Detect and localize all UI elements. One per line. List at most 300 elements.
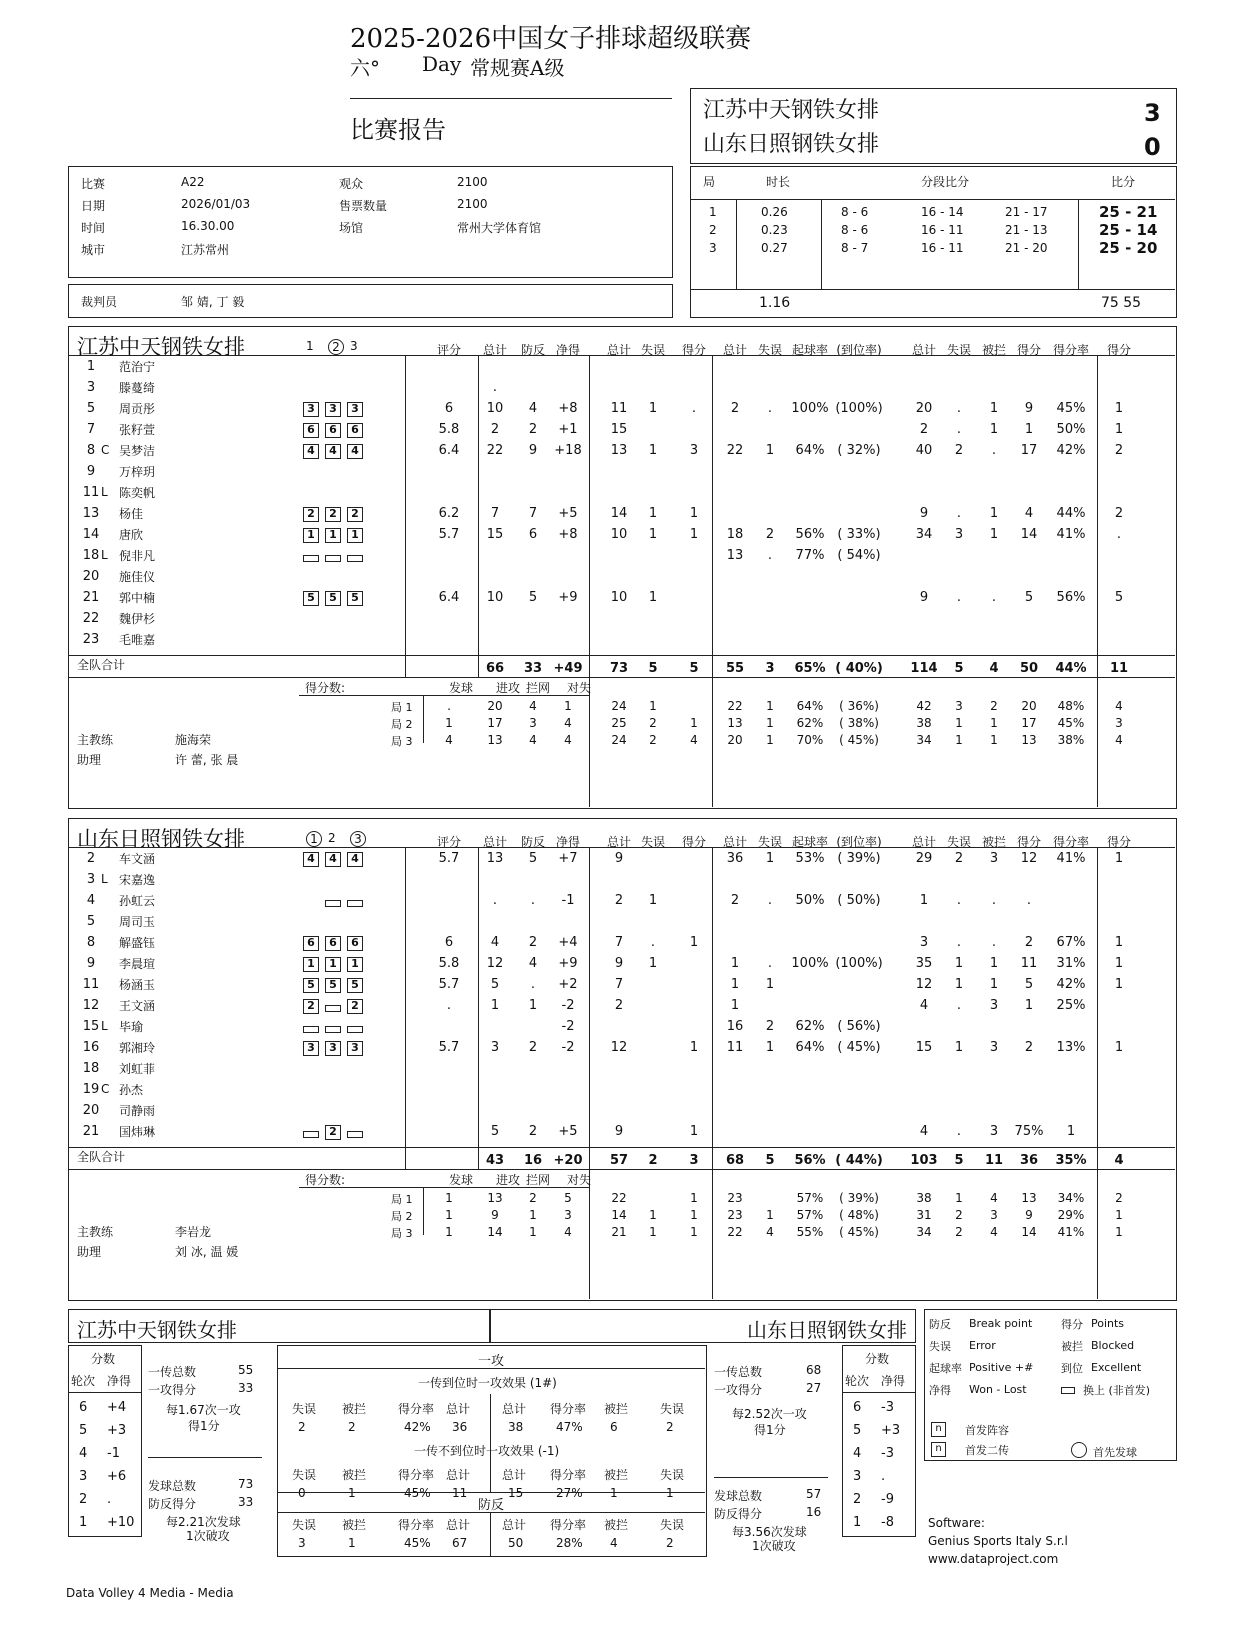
stat-cell: 64% [795, 443, 825, 458]
position-box: 1 [347, 957, 363, 972]
player-name: 倪非凡 [119, 549, 156, 563]
away-yg-label: 一攻得分 [714, 1383, 763, 1397]
column-header: 总计 [722, 835, 748, 849]
position-box: 6 [325, 423, 341, 438]
position-box: 4 [347, 852, 363, 867]
stat-cell: 2 [528, 422, 538, 437]
set-final-score: 25 - 20 [1099, 239, 1158, 257]
set-stat-cell: 13 [727, 716, 743, 730]
points-label: 得分数: [305, 1173, 346, 1187]
position-box: 6 [347, 936, 363, 951]
set-block-points: 2 [529, 1191, 537, 1205]
stat-cell: 3 [954, 527, 964, 542]
team-name: 山东日照钢铁女排 [77, 827, 245, 851]
set-stat-cell: 1 [990, 733, 998, 747]
team-total-cell: 11 [984, 1153, 1004, 1168]
legend-cn: 到位 [1061, 1362, 1083, 1375]
set-stat-cell: 29% [1057, 1208, 1085, 1222]
mid-away-value: 6 [610, 1420, 618, 1434]
player-role-tag: C [101, 443, 110, 457]
stat-cell: 5 [528, 590, 538, 605]
player-number: 18 [82, 1061, 100, 1076]
assistant-names: 许 蕾, 张 晨 [175, 753, 239, 767]
stat-cell: -2 [561, 1040, 575, 1055]
player-row [69, 462, 1175, 483]
set-stat-cell: 22 [611, 1191, 627, 1205]
set-block-points: 1 [529, 1208, 537, 1222]
stat-cell: 4 [490, 935, 500, 950]
stat-cell: . [530, 977, 536, 992]
stat-cell: . [991, 590, 997, 605]
column-header: 总计 [606, 343, 632, 357]
stat-cell: 29 [915, 851, 933, 866]
stat-cell: 77% [795, 548, 825, 563]
mid-away-value: 1 [666, 1486, 674, 1500]
set-stat-cell: 4 [1115, 733, 1123, 747]
stat-cell: 1 [765, 1040, 775, 1055]
stat-cell: 45% [1056, 401, 1086, 416]
team-total-cell: 44% [1055, 661, 1087, 676]
column-divider [589, 1169, 590, 1299]
yigong-rule [278, 1368, 705, 1369]
column-header: 防反 [520, 835, 546, 849]
player-row [69, 933, 1175, 954]
stat-cell: . [956, 590, 962, 605]
stat-cell: 10 [610, 590, 628, 605]
stat-cell: 1 [1114, 401, 1124, 416]
legend-n1-glyph: n [935, 1423, 942, 1434]
position-box [303, 1131, 319, 1138]
mid-away-value: 38 [508, 1420, 524, 1434]
team-total-cell: 5 [954, 1153, 964, 1168]
away-sets-won: 0 [1144, 133, 1161, 161]
stat-cell: 2 [730, 401, 740, 416]
player-number: 2 [86, 851, 96, 866]
player-role-tag: L [101, 485, 108, 499]
stat-cell: 1 [730, 977, 740, 992]
player-name: 滕蔓绮 [119, 381, 156, 395]
stat-cell: 3 [989, 998, 999, 1013]
stat-cell: 75% [1014, 1124, 1044, 1139]
mid-col-header: 得分率 [550, 1468, 587, 1482]
points-header: 进攻 [496, 681, 521, 695]
column-header: 净得 [555, 343, 581, 357]
position-box: 5 [325, 591, 341, 606]
home-yg-label: 一攻得分 [148, 1383, 197, 1397]
rotation-number: 4 [79, 1446, 88, 1461]
report-subtitle-prefix: 六° [350, 56, 380, 80]
team-total-cell: ( 44%) [835, 1153, 883, 1168]
position-box: 5 [303, 978, 319, 993]
position-box: 2 [347, 507, 363, 522]
player-name: 周贡彤 [119, 402, 156, 416]
set-partial-3: 21 - 13 [1005, 223, 1048, 237]
points-rule [299, 695, 589, 696]
set-serve-points: 1 [445, 716, 453, 730]
rotation-net: +3 [107, 1423, 127, 1438]
player-row [69, 630, 1175, 651]
legend-en: Blocked [1091, 1339, 1135, 1352]
player-number: 13 [82, 506, 100, 521]
mid-col-header: 得分率 [550, 1402, 587, 1416]
stat-cell: 2 [614, 998, 624, 1013]
column-header: 失误 [946, 835, 972, 849]
stat-cell: 3 [989, 1124, 999, 1139]
stat-cell: 1 [765, 977, 775, 992]
position-box [347, 1131, 363, 1138]
away-yc-label: 一传总数 [714, 1365, 763, 1379]
stat-cell: 2 [490, 422, 500, 437]
home-sets-won: 3 [1144, 99, 1161, 127]
set-stat-cell: ( 45%) [839, 1225, 879, 1239]
set-serve-points: 1 [445, 1225, 453, 1239]
stat-cell: 17 [1020, 443, 1038, 458]
set-attack-points: 13 [487, 1191, 503, 1205]
set-stat-cell: 2 [649, 716, 657, 730]
report-label: 比赛报告 [350, 116, 446, 144]
set-scores [690, 166, 1177, 318]
set-block-points: 3 [529, 716, 537, 730]
player-row [69, 441, 1175, 462]
match-date: 2026/01/03 [181, 197, 251, 211]
position-box: 4 [303, 852, 319, 867]
set-serve-points: 1 [445, 1208, 453, 1222]
player-name: 范治宁 [119, 360, 156, 374]
column-header: 评分 [436, 343, 462, 357]
away-fq-value: 57 [806, 1487, 822, 1501]
set-stat-cell: 13 [1021, 1191, 1037, 1205]
set-stat-cell: 1 [649, 699, 657, 713]
stat-cell: 2 [730, 893, 740, 908]
points-header: 进攻 [496, 1173, 521, 1187]
set-stat-cell: 1 [649, 1225, 657, 1239]
column-divider [589, 677, 590, 807]
stat-cell: 13% [1056, 1040, 1086, 1055]
stat-cell: . [767, 893, 773, 908]
stat-cell: 1 [989, 956, 999, 971]
away-yg-value: 27 [806, 1381, 822, 1395]
stat-cell: 1 [765, 443, 775, 458]
column-header: 净得 [555, 835, 581, 849]
legend-cn: 失误 [929, 1340, 951, 1353]
mid-col-header: 失误 [660, 1518, 685, 1532]
stat-cell: 12 [486, 956, 504, 971]
set-row-label: 局 3 [391, 735, 413, 748]
player-number: 11 [82, 977, 100, 992]
team-total-cell: 35% [1055, 1153, 1087, 1168]
mid-col-header: 得分率 [398, 1468, 435, 1482]
player-row [69, 891, 1175, 912]
home-fq-note: 每2.21次发球 [166, 1515, 241, 1529]
mid-home-value: 2 [348, 1420, 356, 1434]
team-total-cell: 66 [485, 661, 505, 676]
stat-cell: (100%) [835, 401, 883, 416]
position-box: 4 [325, 444, 341, 459]
set-stat-cell: 70% [796, 733, 824, 747]
stat-cell: . [492, 380, 498, 395]
player-row [69, 378, 1175, 399]
assistant-label: 助理 [77, 753, 102, 767]
mid-col-header: 失误 [660, 1402, 685, 1416]
away-fq-label: 发球总数 [714, 1489, 763, 1503]
stat-cell: 35 [915, 956, 933, 971]
stat-cell: +9 [558, 956, 578, 971]
stat-cell: 34 [915, 527, 933, 542]
column-header: 总计 [482, 835, 508, 849]
set-stat-cell: 31 [916, 1208, 932, 1222]
stat-cell: 2 [919, 422, 929, 437]
set-block-points: 4 [529, 699, 537, 713]
stat-cell: 9 [919, 506, 929, 521]
mid-col-header: 失误 [292, 1468, 317, 1482]
position-box [325, 555, 341, 562]
set-stat-cell: 42 [916, 699, 932, 713]
set-label: 1 [306, 831, 322, 847]
rotation-title: 分数 [91, 1352, 116, 1366]
stat-cell: +1 [558, 422, 578, 437]
stat-cell: +8 [558, 401, 578, 416]
player-number: 7 [86, 422, 96, 437]
match-code: A22 [181, 175, 205, 189]
rotation-net: +3 [881, 1423, 901, 1438]
column-header: 总计 [482, 343, 508, 357]
stat-cell: +18 [554, 443, 582, 458]
player-name: 王文涵 [119, 999, 156, 1013]
team-total-cell: 2 [648, 1153, 658, 1168]
stat-cell: 4 [1024, 506, 1034, 521]
player-name: 毛唯嘉 [119, 633, 156, 647]
mid-home-value: 45% [404, 1486, 431, 1500]
bottom-home-bar [68, 1309, 490, 1343]
set-attack-points: 17 [487, 716, 503, 730]
info-label: 场馆 [339, 221, 364, 235]
set-stat-cell: 3 [990, 1208, 998, 1222]
assistant-names: 刘 冰, 温 媛 [175, 1245, 239, 1259]
set-stat-cell: 34 [916, 733, 932, 747]
player-number: 5 [86, 401, 96, 416]
team-total-cell: 4 [989, 661, 999, 676]
stat-cell: 12 [610, 1040, 628, 1055]
stat-cell: 50% [1056, 422, 1086, 437]
stat-cell: 10 [486, 590, 504, 605]
away-yc-note: 得1分 [754, 1423, 786, 1437]
set-stat-cell: 21 [611, 1225, 627, 1239]
stat-cell: 64% [795, 1040, 825, 1055]
stat-cell: 5.7 [438, 527, 460, 542]
player-number: 18 [82, 548, 100, 563]
stat-cell: 4 [528, 401, 538, 416]
stat-cell: 1 [689, 935, 699, 950]
player-number: 11 [82, 485, 100, 500]
stat-cell: -1 [561, 893, 575, 908]
stat-cell: 5 [1114, 590, 1124, 605]
stat-cell: 2 [1024, 1040, 1034, 1055]
stat-cell: +9 [558, 590, 578, 605]
stat-cell: 53% [795, 851, 825, 866]
player-row [69, 546, 1175, 567]
set-row-label: 局 1 [391, 701, 413, 714]
stat-cell: . [991, 893, 997, 908]
referee-names: 邹 婧, 丁 毅 [181, 295, 245, 309]
column-header: 被拦 [981, 835, 1007, 849]
bottom-away-name: 山东日照钢铁女排 [747, 1318, 907, 1342]
stat-cell: 2 [528, 1124, 538, 1139]
team-total-cell: 5 [648, 661, 658, 676]
column-header: 总计 [722, 343, 748, 357]
stat-cell: 15 [486, 527, 504, 542]
legend-en: Error [969, 1339, 996, 1352]
player-number: 16 [82, 1040, 100, 1055]
yigong-title: 一攻 [478, 1354, 505, 1369]
player-number: 20 [82, 569, 100, 584]
stat-cell: 9 [1024, 401, 1034, 416]
set-stat-cell: 2 [1115, 1191, 1123, 1205]
rotation-net: +4 [107, 1400, 127, 1415]
stat-cell: 50% [795, 893, 825, 908]
stat-cell: -2 [561, 998, 575, 1013]
rotation-net: +10 [107, 1515, 135, 1530]
stat-cell: . [991, 443, 997, 458]
tickets-sold: 2100 [457, 197, 488, 211]
stat-cell: 56% [795, 527, 825, 542]
set-stat-cell: ( 36%) [839, 699, 879, 713]
venue: 常州大学体育馆 [457, 221, 542, 235]
team-total-cell: 36 [1019, 1153, 1039, 1168]
position-box: 1 [325, 957, 341, 972]
set-stat-cell: 57% [796, 1208, 824, 1222]
column-header: 总计 [911, 343, 937, 357]
stat-cell: 1 [1114, 422, 1124, 437]
player-row [69, 1038, 1175, 1059]
column-header: 得分 [1106, 835, 1132, 849]
legend-cn: 换上 (非首发) [1083, 1384, 1151, 1397]
position-box: 6 [303, 423, 319, 438]
match-info [68, 166, 673, 278]
set-label: 1 [306, 339, 314, 353]
mid-away-value: 27% [556, 1486, 583, 1500]
total-points: 75 55 [1101, 295, 1142, 311]
team-total-cell: 55 [725, 661, 745, 676]
match-city: 江苏常州 [181, 243, 230, 257]
position-box: 1 [303, 528, 319, 543]
mid-col-header: 被拦 [604, 1468, 629, 1482]
rotation-number: 1 [79, 1515, 88, 1530]
away-fq-note: 每3.56次发球 [732, 1525, 807, 1539]
rotation-number: 6 [79, 1400, 88, 1415]
legend-n2-text: 首发二传 [965, 1444, 1009, 1457]
player-name: 张籽萱 [119, 423, 156, 437]
player-row [69, 954, 1175, 975]
player-name: 郭湘玲 [119, 1041, 156, 1055]
stat-cell: . [767, 548, 773, 563]
set-block-points: 4 [529, 733, 537, 747]
set-total-rule [691, 289, 1175, 290]
stat-cell: . [956, 1124, 962, 1139]
set-stat-cell: 2 [955, 1225, 963, 1239]
team-total-cell: 5 [765, 1153, 775, 1168]
column-header: 失误 [946, 343, 972, 357]
position-box: 2 [325, 1125, 341, 1140]
stat-cell: 13 [610, 443, 628, 458]
stat-cell: 11 [1020, 956, 1038, 971]
total-duration: 1.16 [759, 295, 791, 311]
stat-cell: 9 [528, 443, 538, 458]
team-total-cell: 3 [765, 661, 775, 676]
stat-cell: . [1116, 527, 1122, 542]
set-block-points: 1 [529, 1225, 537, 1239]
fangfan-title: 防反 [478, 1498, 505, 1513]
mid-col-header: 失误 [660, 1468, 685, 1482]
stat-cell: 3 [989, 1040, 999, 1055]
report-subtitle-stage: 常规赛A级 [470, 56, 565, 80]
set-stat-cell: 24 [611, 699, 627, 713]
set-stat-cell: ( 45%) [839, 733, 879, 747]
set-header-rule [691, 199, 1175, 200]
mid-col-header: 被拦 [604, 1402, 629, 1416]
stat-cell: 42% [1056, 443, 1086, 458]
set-partial-3: 21 - 20 [1005, 241, 1048, 255]
stat-cell: 10 [610, 527, 628, 542]
stat-cell: 6 [444, 935, 454, 950]
set-stat-cell: 62% [796, 716, 824, 730]
set-stat-cell: 45% [1057, 716, 1085, 730]
away-yc-note: 每2.52次一攻 [732, 1407, 807, 1421]
position-box: 6 [325, 936, 341, 951]
stat-cell: 2 [614, 893, 624, 908]
rotation-net: . [881, 1469, 886, 1484]
set-stat-cell: 1 [766, 1208, 774, 1222]
set-stat-cell: 38 [916, 716, 932, 730]
set-partial-1: 8 - 6 [841, 205, 869, 219]
player-number: 12 [82, 998, 100, 1013]
position-box: 6 [303, 936, 319, 951]
set-stat-cell: 9 [1025, 1208, 1033, 1222]
rotation-number: 5 [79, 1423, 88, 1438]
column-header: 得分 [1106, 343, 1132, 357]
home-summary-rule [148, 1457, 262, 1458]
rotation-number: 5 [853, 1423, 862, 1438]
set-stat-cell: 1 [955, 733, 963, 747]
set-stat-cell: 4 [690, 733, 698, 747]
set-attack-points: 20 [487, 699, 503, 713]
player-row [69, 420, 1175, 441]
stat-cell: 5.7 [438, 977, 460, 992]
stat-cell: 13 [486, 851, 504, 866]
stat-cell: +2 [558, 977, 578, 992]
mid-home-value: 36 [452, 1420, 468, 1434]
legend-n1-text: 首发阵容 [965, 1424, 1009, 1437]
stat-cell: 4 [919, 998, 929, 1013]
home-summary [148, 1345, 268, 1543]
player-name: 孙虹云 [119, 894, 156, 908]
stat-cell: 41% [1056, 851, 1086, 866]
player-number: 8 [86, 935, 96, 950]
set-duration: 0.23 [761, 223, 788, 237]
stat-cell: 36 [726, 851, 744, 866]
stat-cell: 1 [1024, 998, 1034, 1013]
player-row [69, 1017, 1175, 1038]
column-header: 失误 [640, 343, 666, 357]
stat-cell: ( 45%) [837, 1040, 881, 1055]
set-stat-cell: 23 [727, 1208, 743, 1222]
stat-cell: 14 [1020, 527, 1038, 542]
stat-cell: 6.2 [438, 506, 460, 521]
stat-cell: 2 [1114, 506, 1124, 521]
stat-cell: . [956, 401, 962, 416]
legend-en: Positive +# [969, 1361, 1034, 1374]
player-number: 21 [82, 590, 100, 605]
stat-cell: 4 [528, 956, 538, 971]
